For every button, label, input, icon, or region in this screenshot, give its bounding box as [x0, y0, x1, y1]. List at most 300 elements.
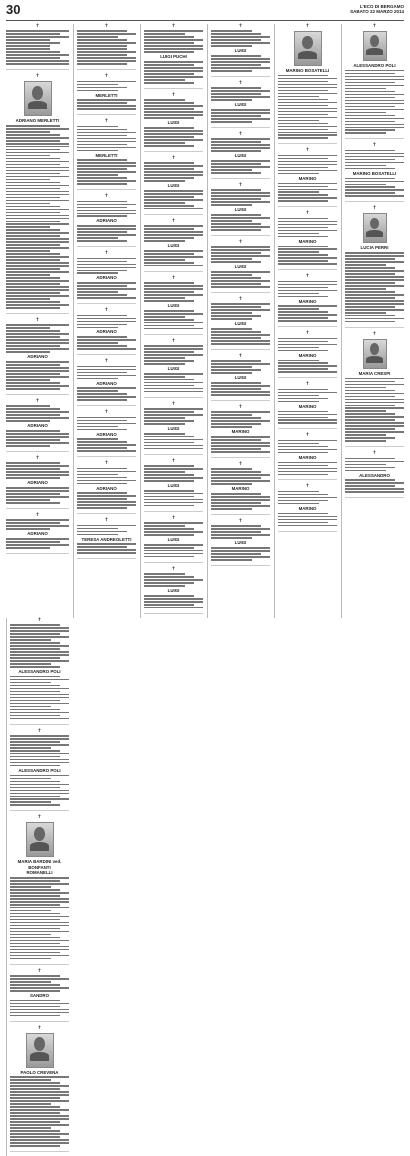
- text-line: [345, 192, 395, 194]
- notice-text: [144, 573, 203, 587]
- deceased-name: MARIA CRESPI: [358, 370, 391, 376]
- text-line: [10, 759, 69, 761]
- text-line: [211, 414, 252, 416]
- notice-text: [6, 30, 69, 47]
- text-line: [144, 325, 194, 327]
- text-line: [278, 248, 337, 250]
- text-line: [211, 87, 261, 89]
- text-line: [10, 1118, 69, 1120]
- text-line: [10, 1139, 69, 1141]
- text-line: [10, 1091, 69, 1093]
- text-line: [6, 176, 69, 178]
- text-line: [144, 142, 185, 144]
- text-line: [10, 955, 69, 957]
- text-line: [211, 547, 270, 549]
- text-line: [77, 399, 127, 401]
- text-line: [10, 1130, 60, 1132]
- deceased-name: LUIGI: [167, 537, 180, 543]
- text-line: [211, 220, 252, 222]
- obituary-notice: [278, 433, 337, 480]
- text-line: [6, 209, 69, 211]
- text-line: [211, 556, 270, 558]
- deceased-name: MERLETTI: [95, 152, 118, 158]
- cross-icon: ✝: [35, 73, 40, 80]
- text-line: [144, 502, 203, 504]
- text-line: [144, 36, 194, 38]
- text-line: [345, 288, 386, 290]
- text-line: [6, 200, 69, 202]
- text-line: [345, 309, 404, 311]
- text-line: [144, 165, 203, 167]
- text-line: [10, 778, 51, 780]
- text-line: [10, 706, 51, 708]
- deceased-name: LUIGI: [234, 321, 247, 327]
- text-line: [6, 197, 60, 199]
- text-line: [278, 525, 337, 527]
- text-line: [77, 438, 118, 440]
- text-line: [6, 185, 69, 187]
- cross-icon: ✝: [104, 23, 109, 29]
- text-line: [211, 192, 270, 194]
- text-line: [6, 436, 69, 438]
- text-line: [211, 328, 252, 330]
- text-line: [211, 36, 270, 38]
- deceased-name: SANDRO: [29, 992, 50, 998]
- notice-text: [345, 479, 404, 493]
- notice-text: [278, 360, 337, 374]
- text-line: [278, 494, 328, 496]
- newspaper-name: L'ECO DI BERGAMO: [359, 4, 404, 9]
- deceased-photo: [294, 31, 322, 66]
- text-line: [211, 30, 252, 32]
- text-line: [10, 798, 69, 800]
- text-line: [144, 480, 194, 482]
- cross-icon: ✝: [372, 23, 377, 29]
- text-line: [211, 363, 270, 365]
- text-line: [10, 883, 69, 885]
- text-line: [211, 315, 261, 317]
- text-line: [77, 387, 136, 389]
- text-line: [6, 158, 60, 160]
- deceased-name: ADRIANO: [27, 480, 48, 486]
- text-line: [211, 499, 270, 501]
- text-line: [77, 102, 127, 104]
- text-line: [10, 639, 51, 641]
- text-line: [144, 51, 194, 53]
- text-line: [211, 121, 252, 123]
- text-line: [211, 391, 270, 393]
- text-line: [77, 450, 136, 452]
- cross-icon: ✝: [35, 454, 40, 461]
- text-line: [278, 114, 328, 116]
- text-line: [278, 129, 328, 131]
- text-line: [278, 419, 337, 421]
- text-line: [345, 381, 395, 383]
- text-line: [10, 663, 51, 665]
- cross-icon: ✝: [104, 118, 109, 125]
- text-line: [211, 388, 261, 390]
- text-line: [10, 978, 69, 980]
- text-line: [211, 448, 261, 450]
- text-line: [77, 501, 136, 503]
- text-line: [211, 166, 270, 168]
- text-line: [278, 167, 328, 169]
- deceased-photo: [363, 31, 387, 61]
- deceased-name: LUIGI: [234, 264, 247, 270]
- text-line: [6, 544, 69, 546]
- text-line: [144, 294, 203, 296]
- notice-text: [278, 462, 337, 476]
- text-line: [345, 470, 386, 472]
- obituary-notice: [211, 183, 270, 236]
- text-line: [144, 576, 194, 578]
- text-line: [10, 630, 69, 632]
- text-line: [144, 379, 194, 381]
- cross-icon: ✝: [171, 217, 176, 224]
- text-line: [6, 256, 69, 258]
- notice-text: [211, 271, 270, 288]
- text-line: [10, 796, 60, 798]
- notice-text: [77, 201, 136, 218]
- text-line: [77, 345, 127, 347]
- text-line: [278, 287, 328, 289]
- text-line: [345, 488, 404, 490]
- text-line: [211, 93, 261, 95]
- text-line: [211, 283, 261, 285]
- text-line: [278, 102, 337, 104]
- text-line: [77, 174, 118, 176]
- text-line: [278, 90, 328, 92]
- cross-icon: ✝: [238, 23, 243, 29]
- text-line: [77, 99, 136, 101]
- text-line: [77, 270, 127, 272]
- notice-text: [6, 519, 69, 530]
- cross-icon: ✝: [305, 210, 310, 217]
- text-line: [6, 226, 50, 228]
- notice-text: [144, 373, 203, 393]
- notice-text: [10, 975, 69, 992]
- column-7: [6, 618, 69, 1156]
- text-line: [77, 165, 136, 167]
- text-line: [144, 525, 185, 527]
- text-line: [6, 289, 69, 291]
- text-line: [278, 75, 328, 77]
- text-line: [144, 585, 185, 587]
- notice-text: [6, 48, 69, 65]
- text-line: [211, 502, 261, 504]
- column-6: [341, 24, 404, 618]
- text-line: [211, 423, 261, 425]
- text-line: [345, 399, 404, 401]
- text-line: [77, 552, 136, 554]
- text-line: [10, 940, 69, 942]
- text-line: [6, 167, 69, 169]
- text-line: [345, 129, 395, 131]
- text-line: [77, 215, 127, 217]
- text-line: [6, 244, 60, 246]
- obituary-notice: [345, 24, 404, 139]
- text-line: [77, 324, 127, 326]
- text-line: [211, 477, 261, 479]
- deceased-name: PAOLO CREVENA: [20, 1069, 59, 1075]
- obituary-notice: [278, 484, 337, 531]
- text-line: [6, 471, 69, 473]
- notice-text: [77, 159, 136, 184]
- text-line: [345, 127, 404, 129]
- text-line: [6, 179, 50, 181]
- text-line: [144, 240, 185, 242]
- text-line: [144, 357, 185, 359]
- text-line: [278, 93, 337, 95]
- text-line: [10, 679, 69, 681]
- notice-text: [278, 246, 337, 266]
- text-line: [144, 382, 203, 384]
- deceased-name: LUIGI: [234, 375, 247, 381]
- obituary-notice: [144, 459, 203, 512]
- text-line: [77, 81, 136, 83]
- text-line: [6, 490, 69, 492]
- text-line: [144, 73, 194, 75]
- notice-text: [211, 189, 270, 206]
- text-line: [6, 430, 60, 432]
- text-line: [144, 205, 194, 207]
- obituary-notice: [278, 382, 337, 429]
- text-line: [77, 261, 127, 263]
- text-line: [278, 132, 337, 134]
- text-line: [6, 271, 69, 273]
- text-line: [77, 30, 127, 32]
- deceased-name: LUIGI: [167, 366, 180, 372]
- text-line: [211, 496, 270, 498]
- text-line: [144, 202, 185, 204]
- text-line: [345, 422, 404, 424]
- text-line: [144, 76, 203, 78]
- text-line: [345, 458, 395, 460]
- text-line: [345, 434, 386, 436]
- text-line: [77, 378, 118, 380]
- text-line: [6, 465, 69, 467]
- text-line: [278, 341, 328, 343]
- text-line: [6, 496, 69, 498]
- text-line: [144, 199, 203, 201]
- obituary-columns: [6, 23, 404, 1075]
- cross-icon: ✝: [238, 182, 243, 189]
- text-line: [77, 444, 136, 446]
- cross-icon: ✝: [171, 337, 176, 344]
- text-line: [10, 925, 69, 927]
- text-line: [345, 416, 404, 418]
- text-line: [144, 231, 203, 233]
- deceased-name: ADRIANO: [96, 218, 117, 224]
- notice-text: [211, 382, 270, 396]
- text-line: [144, 391, 203, 393]
- text-line: [77, 492, 127, 494]
- text-line: [144, 256, 203, 258]
- text-line: [6, 223, 69, 225]
- text-line: [211, 169, 252, 171]
- text-line: [6, 388, 60, 390]
- text-line: [345, 396, 395, 398]
- text-line: [77, 327, 118, 329]
- text-line: [77, 390, 118, 392]
- notice-text: [10, 1000, 69, 1017]
- notice-text: [278, 281, 337, 298]
- text-line: [6, 502, 60, 504]
- text-line: [144, 111, 203, 113]
- text-line: [144, 117, 194, 119]
- text-line: [10, 682, 51, 684]
- text-line: [144, 474, 194, 476]
- text-line: [6, 364, 60, 366]
- text-line: [77, 213, 136, 215]
- obituary-notice: [77, 410, 136, 457]
- text-line: [211, 249, 270, 251]
- text-line: [211, 471, 261, 473]
- text-line: [77, 393, 127, 395]
- text-line: [211, 198, 261, 200]
- text-line: [211, 340, 270, 342]
- deceased-name: MARINO: [298, 352, 317, 358]
- text-line: [6, 376, 69, 378]
- text-line: [278, 161, 337, 163]
- text-line: [144, 310, 194, 312]
- text-line: [278, 218, 328, 220]
- text-line: [144, 595, 194, 597]
- text-line: [10, 916, 69, 918]
- text-line: [6, 342, 69, 344]
- text-line: [6, 477, 60, 479]
- notice-text: [6, 487, 69, 504]
- text-line: [345, 79, 404, 81]
- obituary-notice: [345, 451, 404, 498]
- text-line: [77, 141, 136, 143]
- text-line: [6, 433, 69, 435]
- obituary-notice: [77, 308, 136, 355]
- text-line: [6, 339, 69, 341]
- text-line: [278, 417, 328, 419]
- text-line: [77, 231, 127, 233]
- text-line: [6, 241, 69, 243]
- text-line: [144, 291, 194, 293]
- text-line: [6, 348, 69, 350]
- text-line: [345, 393, 404, 395]
- text-line: [345, 431, 404, 433]
- obituary-notice: [144, 156, 203, 215]
- obituary-notice: [77, 461, 136, 514]
- text-line: [211, 160, 270, 162]
- notice-text: [345, 70, 404, 134]
- cross-icon: ✝: [35, 397, 40, 404]
- notice-text: [6, 405, 69, 422]
- column-3: [140, 24, 203, 618]
- text-line: [77, 348, 136, 350]
- text-line: [77, 285, 127, 287]
- text-line: [6, 155, 50, 157]
- text-line: [211, 382, 261, 384]
- deceased-name: LUIGI: [234, 540, 247, 546]
- text-line: [77, 507, 127, 509]
- text-line: [6, 367, 69, 369]
- text-line: [77, 45, 127, 47]
- text-line: [278, 513, 328, 515]
- text-line: [10, 636, 69, 638]
- notice-text: [278, 491, 337, 505]
- deceased-name: LUIGI: [167, 588, 180, 594]
- text-line: [10, 694, 69, 696]
- notice-text: [77, 543, 136, 554]
- text-line: [278, 105, 328, 107]
- text-line: [211, 150, 261, 152]
- notice-text: [278, 155, 337, 175]
- text-line: [144, 300, 194, 302]
- text-line: [6, 54, 69, 56]
- text-line: [278, 263, 337, 265]
- obituary-notice: [211, 405, 270, 458]
- text-line: [278, 305, 337, 307]
- text-line: [278, 236, 328, 238]
- text-line: [211, 214, 261, 216]
- text-line: [144, 102, 194, 104]
- text-line: [10, 1006, 60, 1008]
- text-line: [6, 45, 50, 47]
- obituary-notice: [211, 240, 270, 293]
- deceased-name: ADRIANO: [96, 329, 117, 335]
- text-line: [144, 544, 203, 546]
- obituary-notice: [6, 318, 69, 395]
- notice-text: [211, 360, 270, 374]
- text-line: [10, 685, 60, 687]
- notice-text: [211, 246, 270, 263]
- text-line: [211, 531, 261, 533]
- text-line: [6, 445, 50, 447]
- text-line: [345, 73, 395, 75]
- notice-text: [278, 389, 337, 403]
- obituary-notice: [345, 332, 404, 447]
- page-number: 30: [6, 2, 21, 17]
- notice-text: [144, 61, 203, 83]
- text-line: [6, 379, 50, 381]
- text-line: [278, 368, 328, 370]
- notice-text: [211, 87, 270, 101]
- notice-text: [77, 387, 136, 401]
- cross-icon: ✝: [305, 147, 310, 154]
- text-line: [211, 303, 270, 305]
- text-line: [278, 449, 337, 451]
- text-line: [278, 452, 328, 454]
- text-line: [144, 328, 203, 330]
- deceased-name: LUIGI PUCHI: [160, 54, 187, 60]
- text-line: [278, 314, 337, 316]
- text-line: [77, 477, 127, 479]
- text-line: [6, 203, 50, 205]
- text-line: [278, 462, 337, 464]
- cross-icon: ✝: [37, 1024, 42, 1031]
- text-line: [345, 413, 395, 415]
- notice-text: [77, 48, 136, 65]
- text-line: [144, 45, 203, 47]
- text-line: [345, 103, 404, 105]
- text-line: [345, 168, 395, 170]
- text-line: [10, 975, 60, 977]
- deceased-name: LUIGI: [167, 483, 180, 489]
- text-line: [144, 607, 203, 609]
- text-line: [6, 474, 69, 476]
- notice-text: [144, 99, 203, 119]
- obituary-notice: [144, 93, 203, 152]
- cross-icon: ✝: [171, 457, 176, 464]
- text-line: [6, 221, 60, 223]
- text-line: [211, 525, 261, 527]
